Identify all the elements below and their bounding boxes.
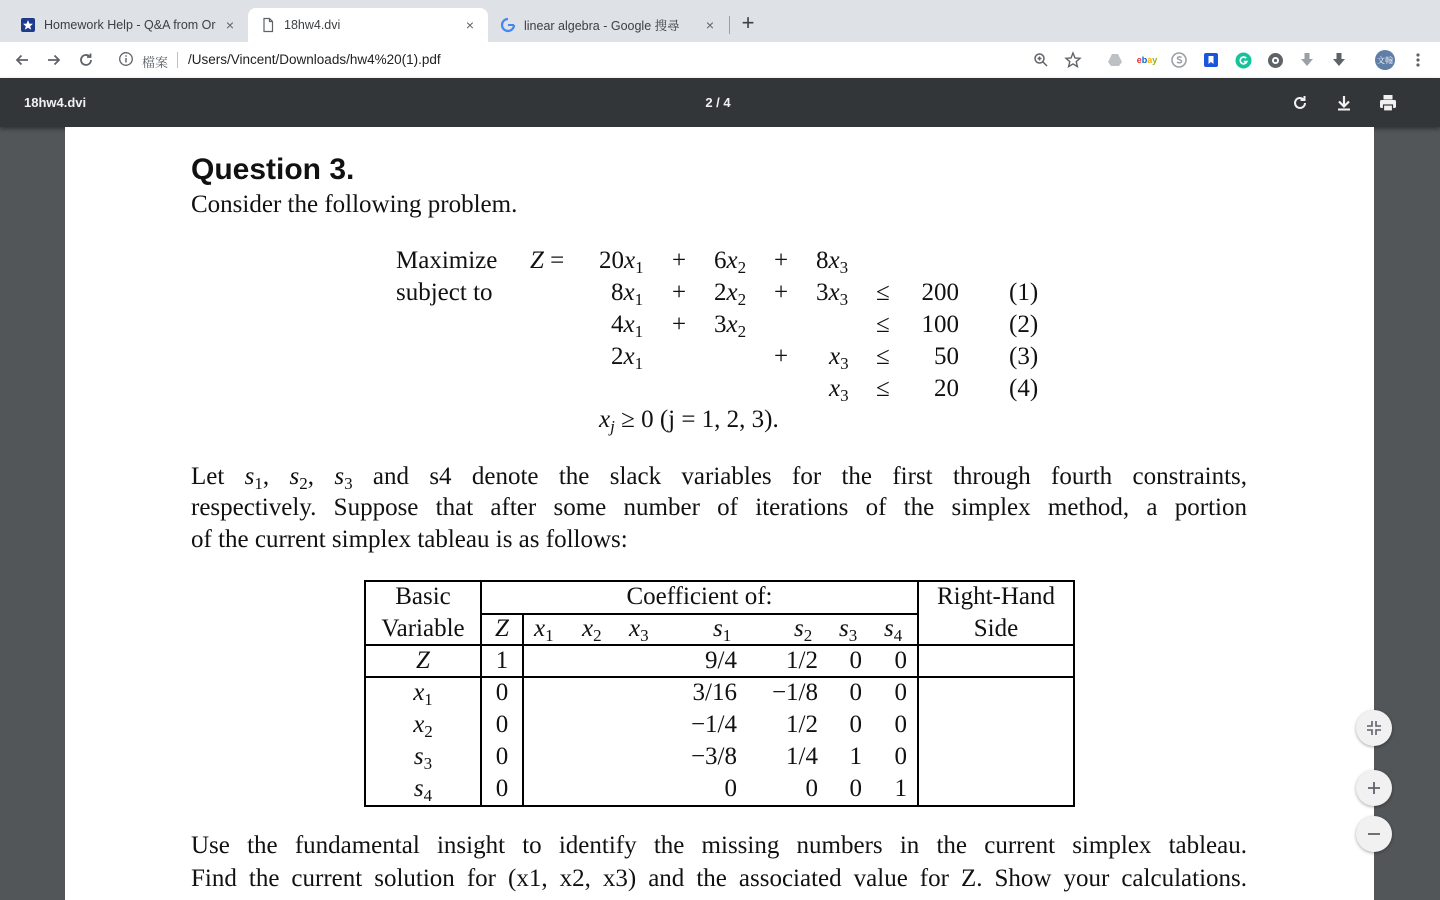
address-divider xyxy=(177,52,178,68)
address-url[interactable]: /Users/Vincent/Downloads/hw4%20(1).pdf xyxy=(188,52,441,67)
cell-s1: −3/8 xyxy=(690,743,737,770)
drive-extension-icon[interactable] xyxy=(1105,50,1125,70)
back-arrow-icon xyxy=(13,51,31,69)
paragraph-1-line-3: of the current simplex tableau is as follows: xyxy=(191,526,628,553)
plus-sign: + xyxy=(672,247,687,274)
column-header-s1: $s_1$ xyxy=(713,615,732,645)
constraint-3-term-3: $x_3$ xyxy=(829,343,849,373)
column-header-s3: $s_3$ xyxy=(839,615,858,645)
cell-z: 1 xyxy=(495,647,509,674)
tab-title: linear algebra - Google 搜尋 xyxy=(524,19,680,33)
minus-icon xyxy=(1367,827,1381,841)
header-coefficient: Coefficient of: xyxy=(626,583,773,610)
reload-button[interactable] xyxy=(72,42,100,78)
cell-z: 0 xyxy=(495,775,509,802)
table-rule xyxy=(1073,580,1075,807)
reload-icon xyxy=(77,51,95,69)
skype-extension-icon[interactable] xyxy=(1169,50,1189,70)
zoom-in-button[interactable] xyxy=(1356,770,1392,806)
tab-strip xyxy=(0,0,1440,42)
table-rule xyxy=(522,614,524,807)
cell-s3: 0 xyxy=(849,775,862,802)
back-button[interactable] xyxy=(8,42,36,78)
document-icon xyxy=(260,17,276,33)
cell-s2: −1/8 xyxy=(771,679,818,706)
column-header-s2: $s_2$ xyxy=(794,615,813,645)
cell-z: 0 xyxy=(495,679,509,706)
z-equals: Z = xyxy=(530,247,565,274)
print-button[interactable] xyxy=(1376,91,1400,115)
close-tab-icon[interactable]: × xyxy=(225,17,235,33)
objective-term-2: $6x_2$ xyxy=(714,247,747,277)
constraint-1-term-1: $8x_1$ xyxy=(611,279,644,309)
constraint-1-tag: (1) xyxy=(1009,279,1039,306)
constraint-3-rhs: 50 xyxy=(934,343,959,370)
close-tab-icon[interactable]: × xyxy=(705,17,715,33)
pdf-toolbar xyxy=(0,78,1440,127)
menu-kebab-icon[interactable] xyxy=(1408,50,1428,70)
paragraph-1-line-2: respectively. Suppose that after some number of iterations of the simplex method, a portion xyxy=(191,494,1247,521)
fit-page-icon xyxy=(1366,720,1382,736)
cell-s1: −1/4 xyxy=(690,711,737,738)
plus-sign: + xyxy=(774,279,789,306)
close-tab-icon[interactable]: × xyxy=(465,17,475,33)
plus-sign: + xyxy=(774,247,789,274)
cell-s3: 0 xyxy=(849,679,862,706)
cell-z: 0 xyxy=(495,743,509,770)
constraint-3-tag: (3) xyxy=(1009,343,1039,370)
bookmark-extension-icon[interactable] xyxy=(1201,50,1221,70)
pdf-file-title: 18hw4.dvi xyxy=(24,95,87,110)
column-header-x3: $x_3$ xyxy=(629,615,649,645)
cell-s1: 3/16 xyxy=(692,679,737,706)
basic-var-x2: $x_2$ xyxy=(413,711,433,741)
basic-var-s4: $s_4$ xyxy=(413,775,433,805)
plus-sign: + xyxy=(672,279,687,306)
subject-to-label: subject to xyxy=(396,279,493,306)
constraint-1-term-3: $3x_3$ xyxy=(816,279,849,309)
new-tab-button[interactable]: + xyxy=(741,10,755,35)
table-rule xyxy=(364,805,1075,807)
constraint-4-rhs: 20 xyxy=(934,375,959,402)
constraint-2-rhs: 100 xyxy=(921,311,959,338)
plus-sign: + xyxy=(774,343,789,370)
cell-s1: 9/4 xyxy=(705,647,737,674)
cell-s4: 0 xyxy=(894,679,907,706)
grammarly-icon[interactable] xyxy=(1233,50,1253,70)
tab-homework-help[interactable] xyxy=(8,8,248,42)
basic-var-z: Z xyxy=(416,647,430,674)
forward-button[interactable] xyxy=(40,42,68,78)
download-extension-icon[interactable] xyxy=(1297,50,1317,70)
address-bar[interactable] xyxy=(108,46,1092,74)
cell-s2: 1/2 xyxy=(786,711,818,738)
cell-z: 0 xyxy=(495,711,509,738)
table-rule xyxy=(364,676,1075,678)
cell-s4: 1 xyxy=(894,775,907,802)
cell-s2: 1/2 xyxy=(786,647,818,674)
basic-var-x1: $x_1$ xyxy=(413,679,433,709)
constraint-4-term-3: $x_3$ xyxy=(829,375,849,405)
tab-separator xyxy=(729,16,730,34)
fit-to-page-button[interactable] xyxy=(1356,710,1392,746)
cell-s2: 1/4 xyxy=(786,743,818,770)
column-header-z: Z xyxy=(495,615,509,642)
cell-s2: 0 xyxy=(805,775,818,802)
tab-google-search[interactable] xyxy=(488,8,728,42)
intro-text: Consider the following problem. xyxy=(191,191,518,218)
tab-18hw4[interactable] xyxy=(248,8,488,42)
print-icon xyxy=(1376,91,1400,115)
basic-var-s3: $s_3$ xyxy=(413,743,433,773)
tab-title: Homework Help - Q&A from Or xyxy=(44,18,216,32)
homework-help-icon xyxy=(20,17,36,33)
cell-s3: 0 xyxy=(849,711,862,738)
constraint-2-tag: (2) xyxy=(1009,311,1039,338)
header-basic-line-1: Basic xyxy=(395,583,451,610)
cell-s1: 0 xyxy=(724,775,737,802)
plus-icon xyxy=(1367,781,1381,795)
constraint-2-term-2: $3x_2$ xyxy=(714,311,747,341)
download-extension-icon[interactable] xyxy=(1329,50,1349,70)
page-indicator[interactable]: 2 / 4 xyxy=(705,95,731,110)
column-header-x1: $x_1$ xyxy=(534,615,554,645)
column-header-x2: $x_2$ xyxy=(582,615,602,645)
constraint-4-tag: (4) xyxy=(1009,375,1039,402)
cell-s4: 0 xyxy=(894,743,907,770)
cell-s4: 0 xyxy=(894,647,907,674)
avatar[interactable]: 文翰 xyxy=(1375,50,1395,70)
paragraph-2-line-1: Use the fundamental insight to identify the missing numbers in the current simplex tableau. xyxy=(191,832,1247,859)
google-icon xyxy=(500,17,516,33)
incognito-extension-icon[interactable] xyxy=(1265,50,1285,70)
objective-term-1: $20x_1$ xyxy=(599,247,644,277)
constraint-4-relation: ≤ xyxy=(876,375,890,402)
constraint-2-term-1: $4x_1$ xyxy=(611,311,644,341)
rotate-button[interactable] xyxy=(1288,91,1312,115)
plus-sign: + xyxy=(672,311,687,338)
ebay-extension-icon[interactable]: e b a y xyxy=(1136,55,1158,65)
document-content xyxy=(65,127,1374,900)
table-rule xyxy=(364,644,1075,646)
constraint-1-term-2: $2x_2$ xyxy=(714,279,747,309)
forward-arrow-icon xyxy=(45,51,63,69)
rotate-icon xyxy=(1288,91,1312,115)
download-button[interactable] xyxy=(1332,91,1356,115)
header-rhs-line-2: Side xyxy=(973,615,1019,642)
constraint-1-relation: ≤ xyxy=(876,279,890,306)
constraint-3-term-1: $2x_1$ xyxy=(611,343,644,373)
file-scheme-chip: 檔案 xyxy=(142,55,169,70)
pdf-page xyxy=(65,127,1374,900)
table-rule xyxy=(364,580,1075,582)
nonnegativity-constraint: $x_j \ge 0$ (j = 1, 2, 3). xyxy=(599,406,779,436)
constraint-2-relation: ≤ xyxy=(876,311,890,338)
objective-term-3: $8x_3$ xyxy=(816,247,849,277)
header-basic-line-2: Variable xyxy=(381,615,465,642)
download-icon xyxy=(1332,91,1356,115)
browser-toolbar xyxy=(0,42,1440,79)
header-rhs-line-1: Right-Hand xyxy=(936,583,1056,610)
question-title: Question 3. xyxy=(191,153,355,186)
paragraph-1-line-1: Let $s_1$, $s_2$, $s_3$ and s4 denote the slack variables for the first through fourth constraints, xyxy=(191,463,1248,493)
cell-s3: 0 xyxy=(849,647,862,674)
cell-s3: 1 xyxy=(849,743,862,770)
constraint-3-relation: ≤ xyxy=(876,343,890,370)
column-header-s4: $s_4$ xyxy=(884,615,903,645)
info-icon xyxy=(118,51,134,67)
bookmark-star-icon[interactable] xyxy=(1063,50,1083,70)
zoom-icon[interactable] xyxy=(1031,50,1051,70)
constraint-1-rhs: 200 xyxy=(921,279,959,306)
cell-s4: 0 xyxy=(894,711,907,738)
paragraph-2-line-2: Find the current solution for (x1, x2, x3) and the associated value for Z. Show your calculations. xyxy=(191,865,1247,892)
zoom-out-button[interactable] xyxy=(1356,816,1392,852)
maximize-label: Maximize xyxy=(396,247,498,274)
tab-title: 18hw4.dvi xyxy=(284,18,341,32)
